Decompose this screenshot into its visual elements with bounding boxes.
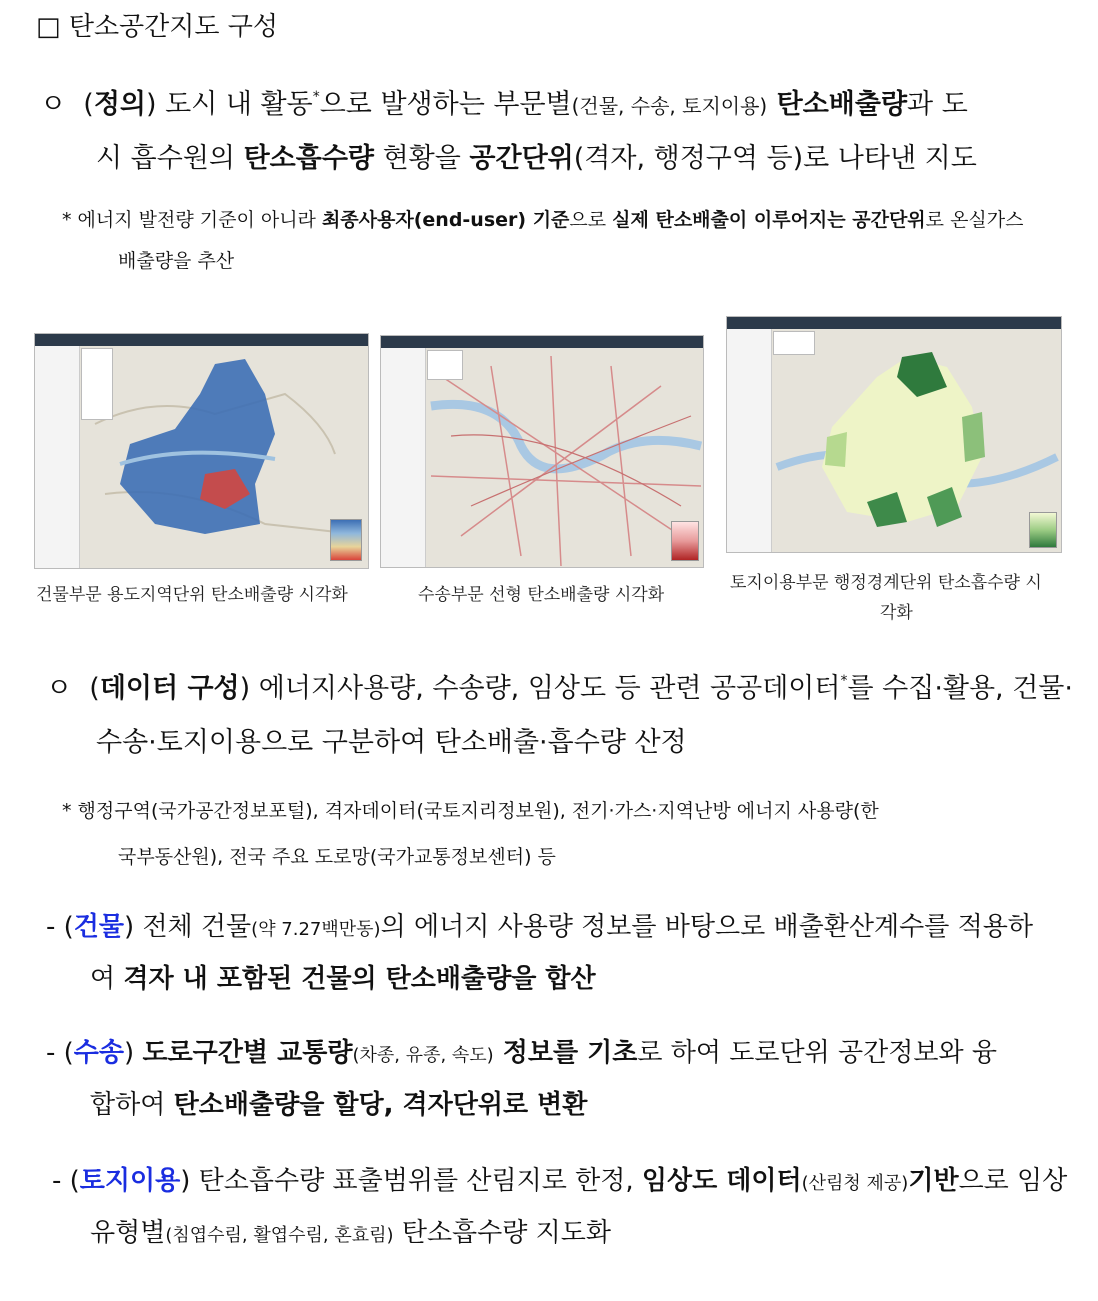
map-legend bbox=[671, 521, 699, 561]
data-section-line-1: ㅇ (데이터 구성) 에너지사용량, 수송량, 임상도 등 관련 공공데이터*를 수집·활용, 건물· bbox=[46, 673, 1073, 704]
note-2-line-2: 국부동산원), 전국 주요 도로망(국가교통정보센터) 등 bbox=[118, 846, 556, 868]
landuse-absorption-map bbox=[726, 316, 1062, 553]
transport-line-1: - (수송) 도로구간별 교통량(차종, 유종, 속도) 정보를 기초로 하여 도로단위 공간정보와 융 bbox=[46, 1038, 997, 1068]
forest-zone-west bbox=[825, 432, 847, 467]
caption-transport: 수송부문 선형 탄소배출량 시각화 bbox=[418, 585, 665, 605]
definition-line-2: 시 흡수원의 탄소흡수량 현황을 공간단위(격자, 행정구역 등)로 나타낸 지도 bbox=[96, 143, 977, 174]
landuse-line-2: 유형별(침엽수림, 활엽수림, 혼효림) 탄소흡수량 지도화 bbox=[90, 1218, 612, 1248]
seoul-region-blue bbox=[120, 359, 275, 534]
building-emission-map bbox=[34, 333, 369, 569]
caption-landuse-line-1: 토지이용부문 행정경계단위 탄소흡수량 시 bbox=[730, 573, 1042, 593]
landuse-line-1: - (토지이용) 탄소흡수량 표출범위를 산림지로 한정, 임상도 데이터(산림청 제공)기반으로 임상 bbox=[52, 1166, 1068, 1196]
note-1-line-1: * 에너지 발전량 기준이 아니라 최종사용자(end-user) 기준으로 실제 탄소배출이 이루어지는 공간단위로 온실가스 bbox=[62, 209, 1024, 231]
note-2-line-1: * 행정구역(국가공간정보포털), 격자데이터(국토지리정보원), 전기·가스·지역난방 에너지 사용량(한 bbox=[62, 800, 879, 822]
transport-emission-map bbox=[380, 335, 704, 568]
building-line-2: 여 격자 내 포함된 건물의 탄소배출량을 합산 bbox=[90, 964, 596, 994]
bullet: ㅇ bbox=[40, 89, 67, 120]
filter-panel bbox=[427, 350, 463, 380]
caption-landuse-line-2: 각화 bbox=[880, 603, 913, 623]
bullet: ㅇ bbox=[46, 673, 73, 704]
building-label: 건물 bbox=[73, 912, 125, 942]
map-legend bbox=[1029, 512, 1057, 548]
building-line-1: - (건물) 전체 건물(약 7.27백만동)의 에너지 사용량 정보를 바탕으로 배출환산계수를 적용하 bbox=[46, 912, 1033, 942]
definition-line-1: ㅇ (정의) 도시 내 활동*으로 발생하는 부문별(건물, 수송, 토지이용) 탄소배출량과 도 bbox=[40, 89, 968, 120]
section-title: □ 탄소공간지도 구성 bbox=[36, 12, 279, 42]
caption-building: 건물부문 용도지역단위 탄소배출량 시각화 bbox=[36, 585, 348, 605]
forest-zone-east bbox=[962, 412, 985, 462]
filter-panel bbox=[773, 331, 815, 355]
map-legend bbox=[330, 519, 362, 561]
data-section-line-2: 수송·토지이용으로 구분하여 탄소배출·흡수량 산정 bbox=[96, 727, 687, 758]
data-section-label: 데이터 구성 bbox=[99, 673, 240, 704]
transport-line-2: 합하여 탄소배출량을 할당, 격자단위로 변환 bbox=[90, 1090, 588, 1120]
transport-label: 수송 bbox=[73, 1038, 125, 1068]
filter-panel bbox=[81, 348, 113, 420]
note-1-line-2: 배출량을 추산 bbox=[118, 250, 235, 272]
landuse-label: 토지이용 bbox=[79, 1166, 181, 1196]
definition-label: 정의 bbox=[93, 89, 146, 120]
